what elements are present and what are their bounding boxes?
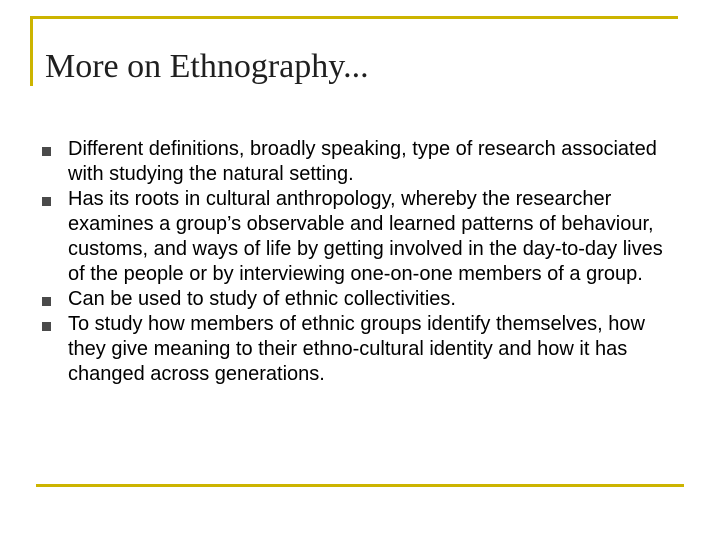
bullet-text: Has its roots in cultural anthropology, whereby the researcher examines a group’s observable and learned patterns of behaviour, customs, and ways of life by getting involved in the day-to-day lives of the people or by interviewing one-on-one members of a group.: [68, 188, 663, 285]
bullet-item: [39, 312, 679, 387]
bullet-text: Can be used to study of ethnic collectivities.: [68, 288, 456, 310]
slide-title: More on Ethnography...: [45, 48, 369, 85]
frame-bottom-rule: [36, 484, 684, 487]
square-bullet-icon: [42, 147, 51, 156]
bullet-list: [39, 137, 679, 387]
bullet-item: [39, 287, 679, 312]
frame-left-rule: [30, 16, 33, 86]
frame-top-rule: [30, 16, 678, 19]
square-bullet-icon: [42, 322, 51, 331]
bullet-text: Different definitions, broadly speaking, type of research associated with studying the natural setting.: [68, 138, 657, 185]
bullet-text: To study how members of ethnic groups identify themselves, how they give meaning to their ethno-cultural identity and how it has changed across generations.: [68, 313, 645, 385]
bullet-item: [39, 187, 679, 287]
bullet-item: [39, 137, 679, 187]
square-bullet-icon: [42, 297, 51, 306]
square-bullet-icon: [42, 197, 51, 206]
